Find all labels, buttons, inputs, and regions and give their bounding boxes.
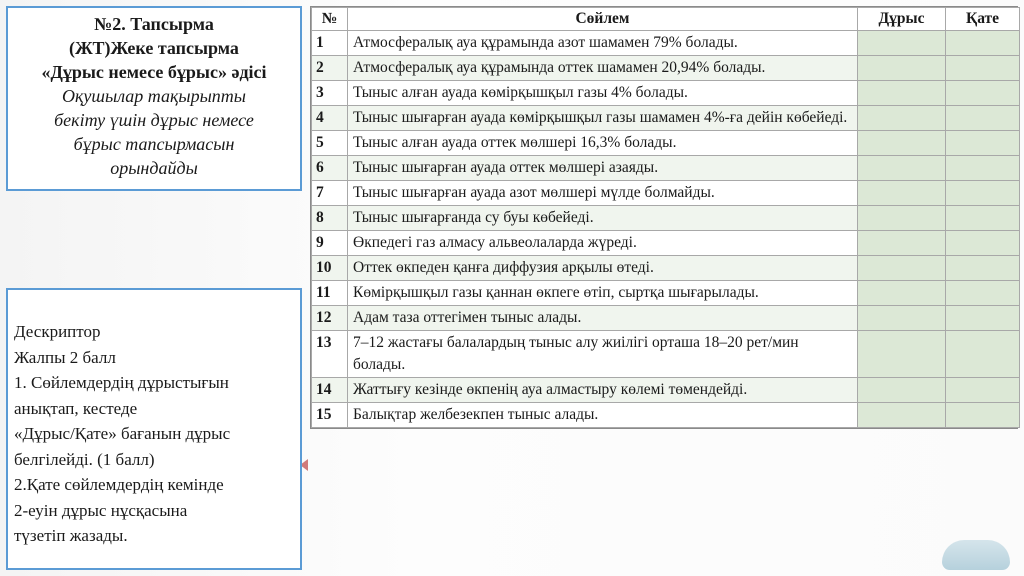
row-sentence: Тыныс шығарған ауада оттек мөлшері азаяды. <box>348 156 858 181</box>
task-title-line: №2. Тапсырма <box>94 14 214 34</box>
true-cell[interactable] <box>858 56 946 81</box>
table-row <box>312 231 1020 256</box>
false-cell[interactable] <box>946 181 1020 206</box>
table-row <box>312 81 1020 106</box>
header-number: № <box>312 8 348 31</box>
descriptor-line: түзетіп жазады. <box>14 526 128 545</box>
row-sentence: Балықтар желбезекпен тыныс алады. <box>348 403 858 428</box>
false-cell[interactable] <box>946 231 1020 256</box>
task-description-line: бекіту үшін дұрыс немесе <box>54 110 254 130</box>
row-sentence: Тыныс алған ауада көмірқышқыл газы 4% болады. <box>348 81 858 106</box>
header-true: Дұрыс <box>858 8 946 31</box>
true-cell[interactable] <box>858 281 946 306</box>
row-number: 13 <box>312 331 348 378</box>
true-cell[interactable] <box>858 31 946 56</box>
row-sentence: Тыныс шығарғанда су буы көбейеді. <box>348 206 858 231</box>
true-cell[interactable] <box>858 106 946 131</box>
true-cell[interactable] <box>858 131 946 156</box>
false-cell[interactable] <box>946 331 1020 378</box>
true-cell[interactable] <box>858 156 946 181</box>
task-box <box>6 6 302 191</box>
true-cell[interactable] <box>858 306 946 331</box>
row-number: 9 <box>312 231 348 256</box>
true-cell[interactable] <box>858 81 946 106</box>
header-false: Қате <box>946 8 1020 31</box>
row-number: 3 <box>312 81 348 106</box>
row-sentence: Тыныс алған ауада оттек мөлшері 16,3% болады. <box>348 131 858 156</box>
table-row <box>312 131 1020 156</box>
table-header-row <box>312 8 1020 31</box>
table-row <box>312 31 1020 56</box>
true-cell[interactable] <box>858 206 946 231</box>
false-cell[interactable] <box>946 31 1020 56</box>
false-cell[interactable] <box>946 131 1020 156</box>
row-sentence: Адам таза оттегімен тыныс алады. <box>348 306 858 331</box>
descriptor-line: «Дұрыс/Қате» бағанын дұрыс <box>14 424 231 443</box>
table-row <box>312 56 1020 81</box>
descriptor-line: Жалпы 2 балл <box>14 347 116 367</box>
task-description-line: орындайды <box>110 158 198 178</box>
descriptor-box <box>6 288 302 570</box>
table-row <box>312 403 1020 428</box>
row-sentence: Оттек өкпеден қанға диффузия арқылы өтеді. <box>348 256 858 281</box>
row-number: 5 <box>312 131 348 156</box>
false-cell[interactable] <box>946 206 1020 231</box>
false-cell[interactable] <box>946 81 1020 106</box>
table-row <box>312 256 1020 281</box>
true-false-table <box>310 6 1018 429</box>
header-sentence: Сөйлем <box>348 8 858 31</box>
true-cell[interactable] <box>858 331 946 378</box>
row-number: 14 <box>312 378 348 403</box>
table-row <box>312 306 1020 331</box>
false-cell[interactable] <box>946 306 1020 331</box>
false-cell[interactable] <box>946 281 1020 306</box>
false-cell[interactable] <box>946 378 1020 403</box>
true-cell[interactable] <box>858 231 946 256</box>
row-sentence: Жаттығу кезінде өкпенің ауа алмастыру көлемі төмендейді. <box>348 378 858 403</box>
descriptor-line: Дескриптор <box>14 322 101 341</box>
row-number: 1 <box>312 31 348 56</box>
table-row <box>312 281 1020 306</box>
task-title-line: (ЖТ)Жеке тапсырма <box>69 38 239 58</box>
true-cell[interactable] <box>858 403 946 428</box>
false-cell[interactable] <box>946 106 1020 131</box>
row-number: 8 <box>312 206 348 231</box>
table-row <box>312 156 1020 181</box>
row-sentence: 7–12 жастағы балалардың тыныс алу жиілігі орташа 18–20 рет/мин болады. <box>348 331 858 378</box>
row-number: 6 <box>312 156 348 181</box>
true-cell[interactable] <box>858 181 946 206</box>
table-row <box>312 181 1020 206</box>
row-number: 12 <box>312 306 348 331</box>
row-sentence: Көмірқышқыл газы қаннан өкпеге өтіп, сыртқа шығарылады. <box>348 281 858 306</box>
row-sentence: Өкпедегі газ алмасу альвеолаларда жүреді. <box>348 231 858 256</box>
table-row <box>312 378 1020 403</box>
false-cell[interactable] <box>946 256 1020 281</box>
descriptor-line: анықтап, кестеде <box>14 398 138 418</box>
descriptor-line: 2-еуін дұрыс нұсқасына <box>14 500 188 520</box>
row-sentence: Атмосфералық ауа құрамында оттек шамамен 20,94% болады. <box>348 56 858 81</box>
table-row <box>312 331 1020 378</box>
row-number: 10 <box>312 256 348 281</box>
task-description-line: бұрыс тапсырмасын <box>73 134 235 154</box>
row-number: 7 <box>312 181 348 206</box>
false-cell[interactable] <box>946 156 1020 181</box>
row-sentence: Тыныс шығарған ауада азот мөлшері мүлде болмайды. <box>348 181 858 206</box>
task-description-line: Оқушылар тақырыпты <box>62 86 246 106</box>
decorative-corner-shape <box>942 540 1010 570</box>
table-row <box>312 106 1020 131</box>
descriptor-line: белгілейді. (1 балл) <box>14 449 155 469</box>
false-cell[interactable] <box>946 56 1020 81</box>
table-row <box>312 206 1020 231</box>
row-number: 11 <box>312 281 348 306</box>
descriptor-line: 1. Сөйлемдердің дұрыстығын <box>14 373 229 392</box>
row-sentence: Тыныс шығарған ауада көмірқышқыл газы шамамен 4%-ға дейін көбейеді. <box>348 106 858 131</box>
false-cell[interactable] <box>946 403 1020 428</box>
row-number: 4 <box>312 106 348 131</box>
row-sentence: Атмосфералық ауа құрамында азот шамамен 79% болады. <box>348 31 858 56</box>
task-title-line: «Дұрыс немесе бұрыс» әдісі <box>41 62 267 82</box>
true-cell[interactable] <box>858 378 946 403</box>
row-number: 2 <box>312 56 348 81</box>
row-number: 15 <box>312 403 348 428</box>
true-cell[interactable] <box>858 256 946 281</box>
descriptor-line: 2.Қате сөйлемдердің кемінде <box>14 475 224 494</box>
